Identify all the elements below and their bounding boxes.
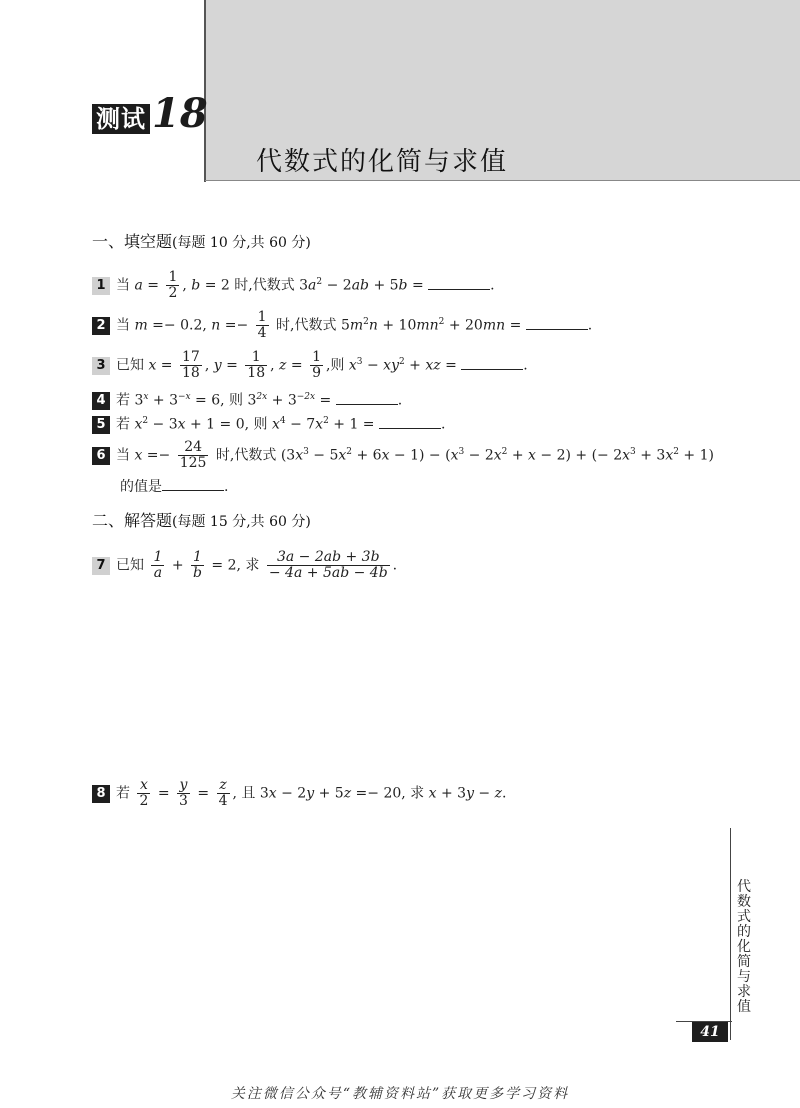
question-2: 2 当 m =− 0.2, n =− $\frac{1}{4}$ 时,代数式 $5m^2n + 10mn^2 + 20mn$ = . bbox=[92, 310, 592, 341]
question-4: 4 若 $3^x + 3^{-x} = 6$, 则 $3^{2x} + 3^{-2x}$ = . bbox=[92, 386, 402, 412]
answer-blank bbox=[526, 315, 588, 330]
fraction: $\frac{1}{2}$ bbox=[168, 269, 178, 301]
test-label: 测试 bbox=[92, 104, 150, 134]
fraction: $\frac{1}{a}$ bbox=[153, 549, 163, 581]
fraction: $\frac{z}{4}$ bbox=[218, 777, 228, 809]
fraction: $\frac{1}{4}$ bbox=[257, 309, 267, 341]
answer-blank bbox=[461, 355, 523, 370]
question-6: 6 当 x =− $\frac{24}{125}$ 时,代数式 $(3x^3 - 5x^2 + 6x - 1) - (x^3 - 2x^2 + x - 2)$ + (− $2x^3 + 3x^2 + 1$) bbox=[92, 440, 714, 471]
fraction: $\frac{1}{18}$ bbox=[247, 349, 266, 381]
answer-blank bbox=[336, 390, 398, 405]
question-number: 5 bbox=[92, 416, 110, 434]
section2-note: (每题 15 分,共 60 分) bbox=[172, 514, 311, 530]
question-6-line2: 的值是 . bbox=[120, 476, 228, 498]
header-divider-horizontal bbox=[205, 180, 800, 181]
question-number: 8 bbox=[92, 785, 110, 803]
test-number: 18 bbox=[152, 90, 208, 137]
fraction: $\frac{24}{125}$ bbox=[179, 439, 207, 471]
question-7: 7 已知 $\frac{1}{a}$ + $\frac{1}{b}$ = 2, 求 $\frac{3a - 2ab + 3b}{- 4a + 5ab - 4b}$ . bbox=[92, 550, 397, 581]
page-title: 代数式的化简与求值 bbox=[256, 147, 509, 177]
answer-blank bbox=[428, 275, 490, 290]
question-number: 2 bbox=[92, 317, 110, 335]
answer-blank bbox=[379, 414, 441, 429]
fraction: $\frac{y}{3}$ bbox=[179, 777, 188, 809]
question-number: 6 bbox=[92, 447, 110, 465]
fraction: $\frac{17}{18}$ bbox=[182, 349, 200, 381]
fraction: $\frac{x}{2}$ bbox=[139, 777, 149, 809]
side-tab-line bbox=[730, 828, 731, 1040]
side-tab-title: 代数式的化简与求值 bbox=[737, 879, 751, 1015]
section-fill-blank-heading bbox=[92, 231, 311, 254]
fraction: $\frac{3a - 2ab + 3b}{- 4a + 5ab - 4b}$ bbox=[268, 549, 388, 581]
question-8: 8 若 $\frac{x}{2}$ = $\frac{y}{3}$ = $\frac{z}{4}$ , 且 3x − 2y + 5z =− 20, 求 x + 3y − z. bbox=[92, 778, 506, 809]
question-3: 3 已知 x = $\frac{17}{18}$ , y = $\frac{1}{18}$ , z = $\frac{1}{9}$ ,则 $x^3 - xy^2$ + xz = . bbox=[92, 350, 528, 381]
question-1: 1 当 a = $\frac{1}{2}$ , b = 2 时,代数式 $3a^2 - 2ab + 5b$ = . bbox=[92, 270, 495, 301]
question-number: 4 bbox=[92, 392, 110, 410]
question-number: 7 bbox=[92, 557, 110, 575]
question-number: 1 bbox=[92, 277, 110, 295]
section2-title: 二、解答题 bbox=[92, 511, 173, 530]
question-number: 3 bbox=[92, 357, 110, 375]
fraction: $\frac{1}{9}$ bbox=[312, 349, 321, 381]
question-5: 5 若 $x^2 - 3x + 1 = 0$, 则 $x^4 - 7x^2 + 1$ = . bbox=[92, 410, 445, 436]
fraction: $\frac{1}{b}$ bbox=[193, 549, 202, 581]
section1-note: (每题 10 分,共 60 分) bbox=[172, 235, 311, 251]
page-number: 41 bbox=[692, 1022, 728, 1042]
footer-watermark: 关注微信公众号“教辅资料站”获取更多学习资料 bbox=[230, 1086, 570, 1102]
section1-title: 一、填空题 bbox=[92, 232, 173, 251]
section-answer-heading bbox=[92, 510, 311, 533]
answer-blank bbox=[162, 476, 224, 491]
